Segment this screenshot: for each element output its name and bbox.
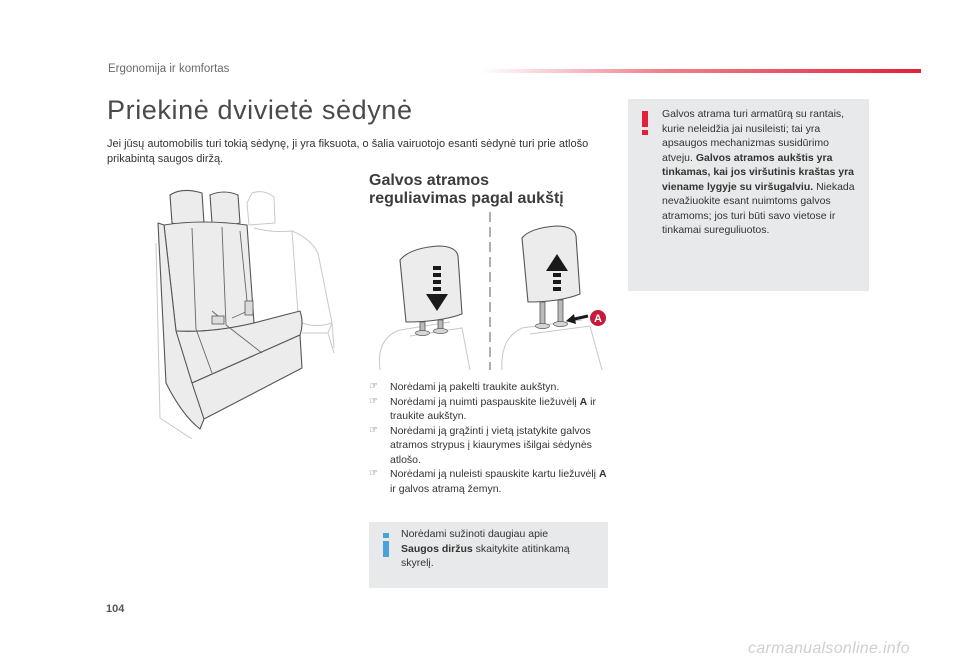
info-note-bold: Saugos diržus (401, 542, 473, 555)
section-label: Ergonomija ir komfortas (108, 63, 230, 75)
finger-pointer-icon: ☞ (369, 395, 378, 407)
headrest-right (522, 226, 588, 329)
step-4-text-bold: A (598, 468, 607, 480)
list-item (369, 380, 609, 395)
info-note-line1: Norėdami sužinoti daugiau apie (401, 528, 549, 540)
warning-note-bold: Galvos atramos aukštis yra tinkamas, kai jos viršutinis kraštas yra viename lygyje su viršugalviu. (662, 151, 855, 193)
info-note-box (369, 522, 608, 588)
list-item (369, 424, 609, 468)
finger-pointer-icon: ☞ (369, 381, 378, 392)
headrest-section-heading (369, 172, 609, 208)
step-2-text-pre: Norėdami ją nuimti paspauskite liežuvėlį (390, 395, 580, 408)
warning-note-text1: Galvos atrama turi armatūrą su rantais, kurie neleidžia jai nusileisti; tai yra apsaugos mechanizmas susidūrimo atveju. (662, 108, 845, 164)
finger-pointer-icon: ☞ (369, 468, 378, 479)
warning-note-text2: Niekada nevažiuokite esant nuimtoms galvos atramoms; jos turi būti savo vietose ir tinkamai sureguliuotos. (662, 180, 855, 236)
watermark: carmanualsonline.info (748, 640, 910, 657)
double-seat-illustration (152, 183, 352, 439)
warning-note-text (662, 107, 862, 238)
step-2-text-post: ir traukite aukštyn. (390, 395, 597, 422)
step-1-text: Norėdami ją pakelti traukite aukštyn. (390, 381, 560, 393)
headrest-heading-line1: Galvos atramos (369, 172, 490, 189)
header-accent-rule (480, 69, 921, 73)
step-2-text-bold: A (579, 395, 588, 408)
step-4-text-post: ir galvos atramą žemyn. (390, 482, 502, 495)
page-title: Priekinė dvivietė sėdynė (107, 95, 413, 125)
list-item (369, 395, 609, 424)
step-3-text: Norėdami ją grąžinti į vietą įstatykite galvos atramos strypus į kiaurymes išilgai sėdynės atlošo. (390, 424, 592, 466)
headrest-steps-list (369, 380, 609, 496)
callout-a-label: A (594, 313, 602, 325)
intro-paragraph: Jei jūsų automobilis turi tokią sėdynę, ji yra fiksuota, o šalia vairuotojo esanti sėdynė turi prie atlošo prikabintą saugos diržą. (107, 138, 589, 165)
info-note-line2: skaitykite atitinkamą skyrelį. (401, 542, 570, 569)
exclamation-icon (640, 110, 650, 136)
headrest-left (400, 246, 462, 336)
page-number: 104 (106, 603, 125, 615)
headrest-adjustment-illustration (370, 210, 615, 372)
headrest-heading-line2: reguliavimas pagal aukštį (369, 190, 564, 207)
list-item (369, 467, 609, 496)
info-icon (379, 531, 393, 559)
finger-pointer-icon: ☞ (369, 424, 378, 436)
warning-note-box (628, 99, 869, 291)
info-note-text (401, 527, 601, 571)
step-4-text-pre: Norėdami ją nuleisti spauskite kartu liežuvėlį (390, 468, 599, 480)
